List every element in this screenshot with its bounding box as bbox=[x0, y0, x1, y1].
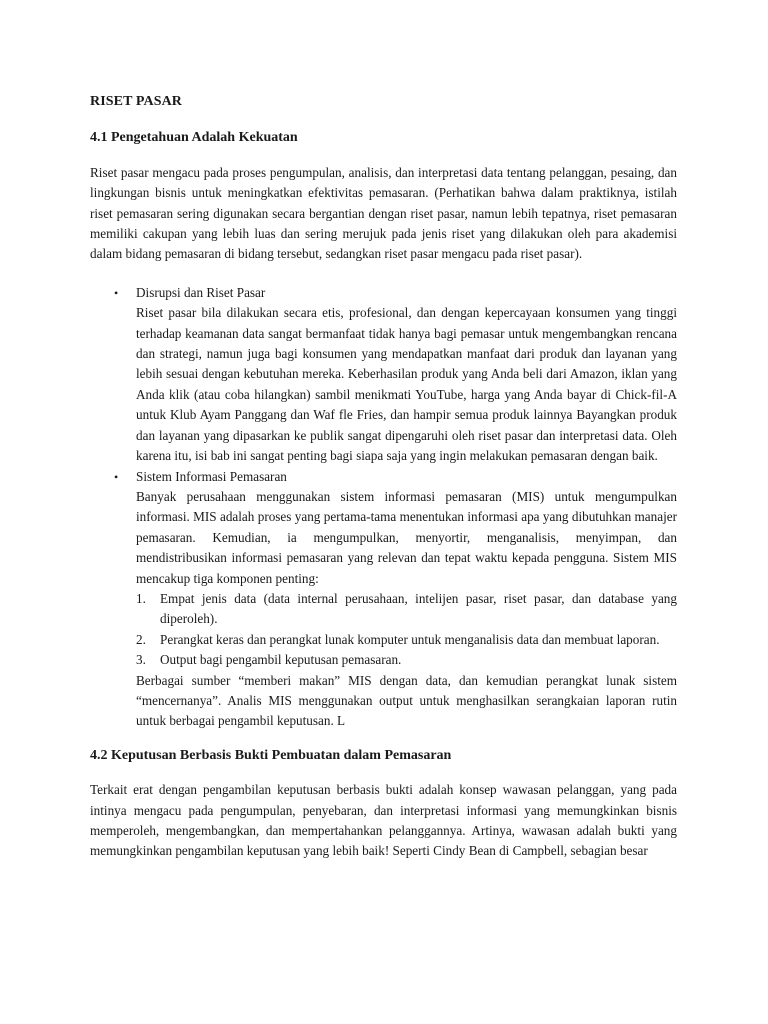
bullet-title: Disrupsi dan Riset Pasar bbox=[136, 284, 266, 300]
numbered-item bbox=[136, 589, 677, 630]
section-4-2-intro-paragraph: Terkait erat dengan pengambilan keputusan berbasis bukti adalah konsep wawasan pelanggan, yang pada intinya mengacu pada pengumpulan, penyebaran, dan interpretasi informasi yang memungkinkan bisnis memperoleh, mengembangkan, dan mempertahankan pelanggannya. Artinya, wawasan adalah bukti yang memungkinkan pengambilan keputusan yang lebih baik! Seperti Cindy Bean di Campbell, sebagian besar bbox=[90, 782, 677, 859]
document-page bbox=[90, 92, 677, 880]
bullet-marker: • bbox=[114, 469, 119, 484]
numbered-item-text: Empat jenis data (data internal perusahaan, intelijen pasar, riset pasar, dan database yang diperoleh). bbox=[160, 590, 677, 627]
bullet-body: Banyak perusahaan menggunakan sistem informasi pemasaran (MIS) untuk mengumpulkan informasi. MIS adalah proses yang pertama-tama menentukan informasi apa yang dibutuhkan manajer pemasaran. Kemudian, ia mengumpulkan, menyortir, menganalisis, menyimpan, dan mendistribusikan informasi pemasaran yang relevan dan tepat waktu kepada pengguna. Sistem MIS mencakup tiga komponen penting: bbox=[136, 488, 677, 586]
document-title: RISET PASAR bbox=[90, 94, 182, 109]
section-4-1-intro-paragraph: Riset pasar mengacu pada proses pengumpulan, analisis, dan interpretasi data tentang pelanggan, pesaing, dan lingkungan bisnis untuk meningkatkan efektivitas pemasaran. (Perhatikan bahwa dalam praktiknya, istilah riset pemasaran sering digunakan secara bergantian dengan riset pasar, namun lebih tepatnya, riset pemasaran memiliki cakupan yang lebih luas dan sering merujuk pada jenis riset yang dilakukan oleh para akademisi dalam bidang pemasaran di bidang tersebut, sedangkan riset pasar mengacu pada riset pasar). bbox=[90, 164, 677, 262]
section-heading-4-1: 4.1 Pengetahuan Adalah Kekuatan bbox=[90, 130, 298, 146]
numbered-item-text: Perangkat keras dan perangkat lunak komputer untuk menganalisis data dan membuat laporan. bbox=[160, 631, 660, 647]
numbered-item bbox=[136, 630, 677, 650]
number-marker: 1. bbox=[136, 590, 146, 606]
numbered-list bbox=[136, 589, 677, 671]
bullet-closing-paragraph: Berbagai sumber “memberi makan” MIS dengan data, dan kemudian perangkat lunak sistem “mencernanya”. Analis MIS menggunakan output untuk menghasilkan serangkaian laporan rutin untuk berbagai pengambil keputusan. L bbox=[136, 672, 677, 729]
section-heading-4-2: 4.2 Keputusan Berbasis Bukti Pembuatan dalam Pemasaran bbox=[90, 747, 452, 763]
numbered-item-text: Output bagi pengambil keputusan pemasaran. bbox=[160, 652, 402, 668]
bullet-title: Sistem Informasi Pemasaran bbox=[136, 468, 287, 484]
bullet-marker: • bbox=[114, 285, 119, 300]
number-marker: 3. bbox=[136, 652, 146, 668]
numbered-item bbox=[136, 650, 677, 670]
bullet-item-disrupsi bbox=[90, 283, 677, 467]
bullet-list bbox=[90, 283, 677, 732]
bullet-body: Riset pasar bila dilakukan secara etis, profesional, dan dengan kepercayaan konsumen yang tinggi terhadap keamanan data sangat bermanfaat tidak hanya bagi pemasar untuk mengembangkan rencana dan strategi, namun juga bagi konsumen yang mendapatkan manfaat dari produk dan layanan yang lebih sesuai dengan kebutuhan mereka. Keberhasilan produk yang Anda beli dari Amazon, iklan yang Anda klik (atau coba hilangkan) sambil menikmati YouTube, harga yang Anda bayar di Chick-fil-A untuk Klub Ayam Panggang dan Waf fle Fries, dan hampir semua produk lainnya Bayangkan produk dan layanan yang dipasarkan ke publik sangat dipengaruhi oleh riset pasar dan interpretasi data. Oleh karena itu, isi bab ini sangat penting bagi siapa saja yang ingin melakukan pemasaran dengan baik. bbox=[136, 305, 677, 464]
bullet-item-sistem-informasi bbox=[90, 467, 677, 732]
number-marker: 2. bbox=[136, 631, 146, 647]
